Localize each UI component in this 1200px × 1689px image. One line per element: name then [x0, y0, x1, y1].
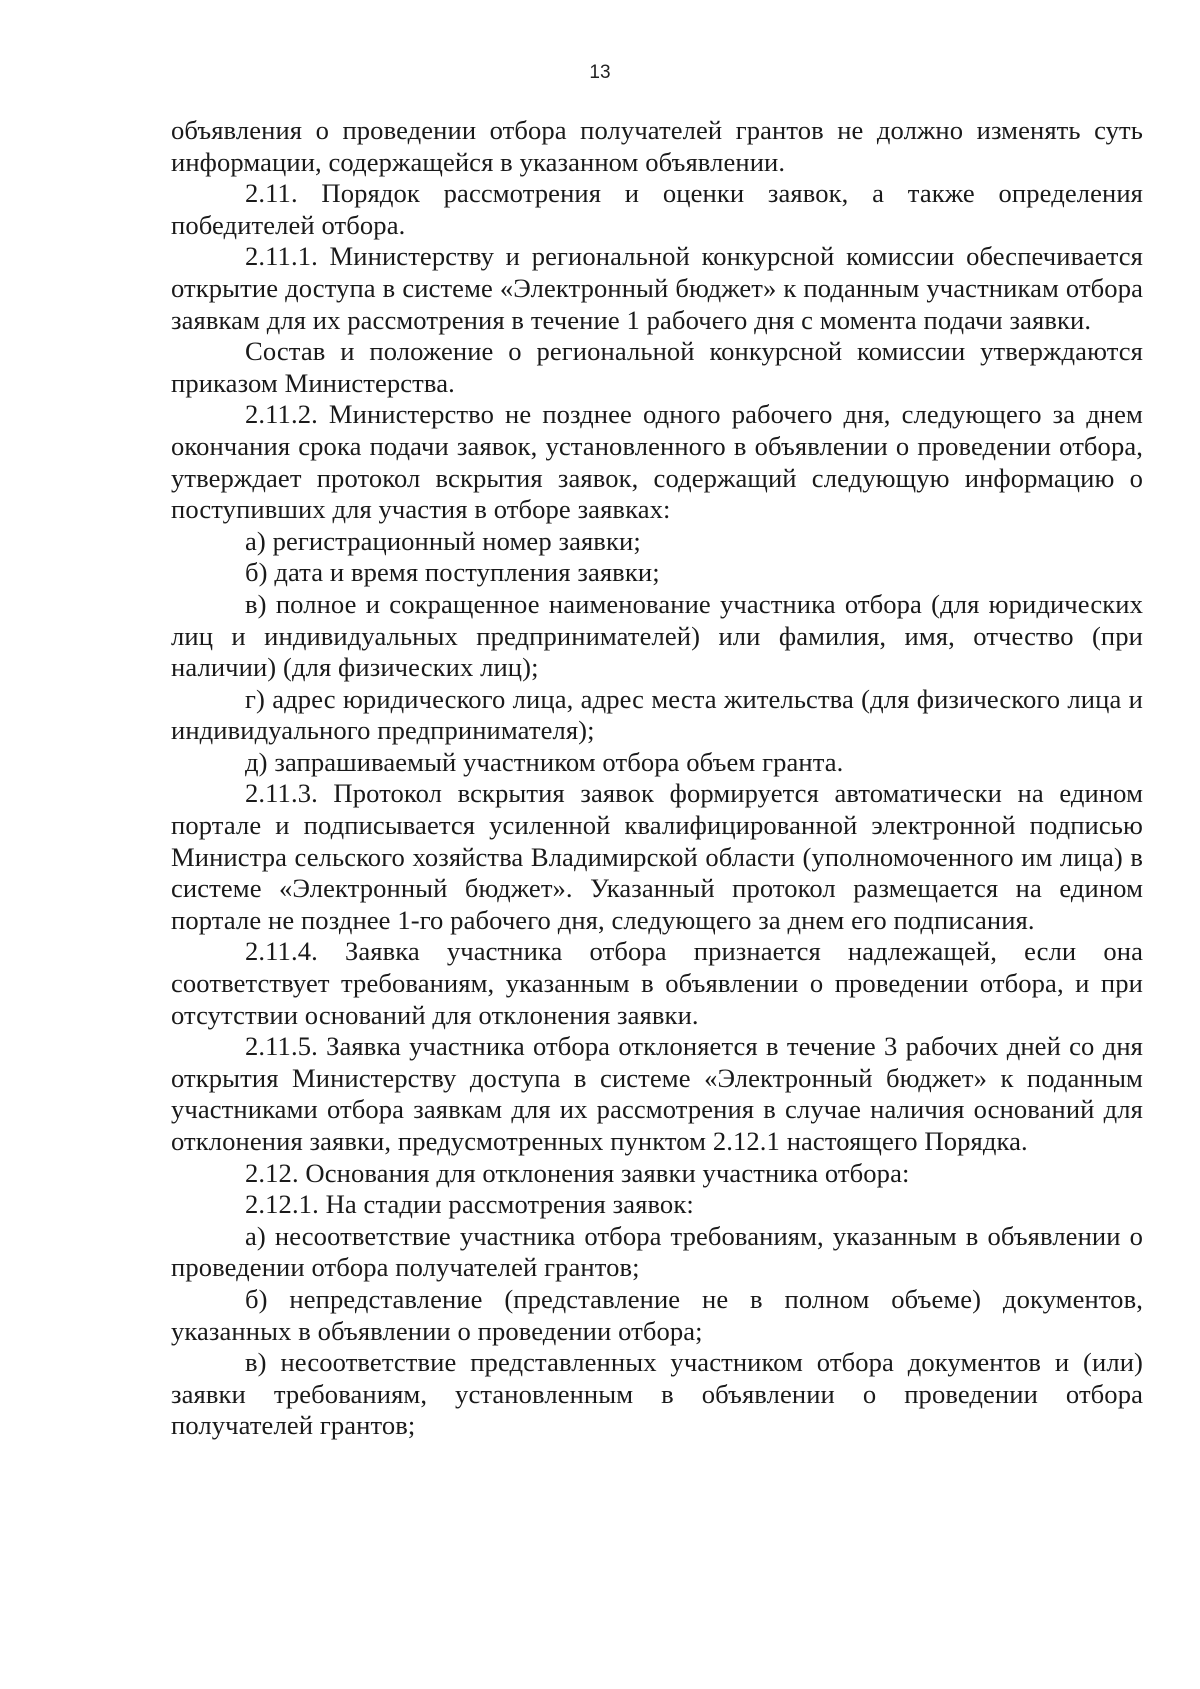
list-item-b: б) дата и время поступления заявки; [245, 557, 660, 588]
page-number: 13 [589, 62, 611, 83]
list-item-v-2: в) несоответствие представленных участником отбора документов и (или) заявки требованиям, установленным в объявлении о проведении отбора получателей грантов; [171, 1347, 1143, 1441]
list-item-a: а) регистрационный номер заявки; [245, 525, 641, 556]
paragraph-2-11-2: 2.11.2. Министерство не позднее одного рабочего дня, следующего за днем окончания срока подачи заявок, установленного в объявлении о проведении отбора, утверждает протокол вскрытия заявок, содержащий следующую информацию о поступивших для участия в отборе заявках: [171, 399, 1143, 525]
paragraph-continuation: объявления о проведении отбора получателей грантов не должно изменять суть информации, содержащейся в указанном объявлении. [171, 115, 1143, 177]
list-item-g: г) адрес юридического лица, адрес места жительства (для физического лица и индивидуального предпринимателя); [171, 683, 1143, 746]
paragraph-commission: Состав и положение о региональной конкурсной комиссии утверждаются приказом Министерства. [171, 336, 1143, 398]
list-item-a-2: а) несоответствие участника отбора требованиям, указанным в объявлении о проведении отбора получателей грантов; [171, 1220, 1143, 1283]
list-item-b-2: б) непредставление (представление не в полном объеме) документов, указанных в объявлении о проведении отбора; [171, 1283, 1143, 1346]
paragraph-2-11-5: 2.11.5. Заявка участника отбора отклоняется в течение 3 рабочих дней со дня открытия Министерству доступа в системе «Электронный бюджет» к поданным участниками отбора заявкам для их рассмотрения в случае наличия оснований для отклонения заявки, предусмотренных пунктом 2.12.1 настоящего Порядка. [171, 1031, 1143, 1156]
document-body [171, 115, 1143, 1442]
list-item-v: в) полное и сокращенное наименование участника отбора (для юридических лиц и индивидуальных предпринимателей) или фамилия, имя, отчество (при наличии) (для физических лиц); [171, 588, 1143, 683]
paragraph-2-12-1: 2.12.1. На стадии рассмотрения заявок: [245, 1189, 694, 1220]
paragraph-2-11: 2.11. Порядок рассмотрения и оценки заявок, а также определения победителей отбора. [171, 178, 1143, 240]
list-item-d: д) запрашиваемый участником отбора объем гранта. [245, 746, 844, 777]
paragraph-2-11-1: 2.11.1. Министерству и региональной конкурсной комиссии обеспечивается открытие доступа в системе «Электронный бюджет» к поданным участникам отбора заявкам для их рассмотрения в течение 1 рабочего дня с момента подачи заявки. [171, 241, 1143, 335]
paragraph-2-12: 2.12. Основания для отклонения заявки участника отбора: [245, 1157, 910, 1188]
paragraph-2-11-4: 2.11.4. Заявка участника отбора признается надлежащей, если она соответствует требованиям, указанным в объявлении о проведении отбора, и при отсутствии оснований для отклонения заявки. [171, 936, 1143, 1030]
paragraph-2-11-3: 2.11.3. Протокол вскрытия заявок формируется автоматически на едином портале и подписывается усиленной квалифицированной электронной подписью Министра сельского хозяйства Владимирской области (уполномоченного им лица) в системе «Электронный бюджет». Указанный протокол размещается на едином портале не позднее 1-го рабочего дня, следующего за днем его подписания. [171, 778, 1143, 935]
